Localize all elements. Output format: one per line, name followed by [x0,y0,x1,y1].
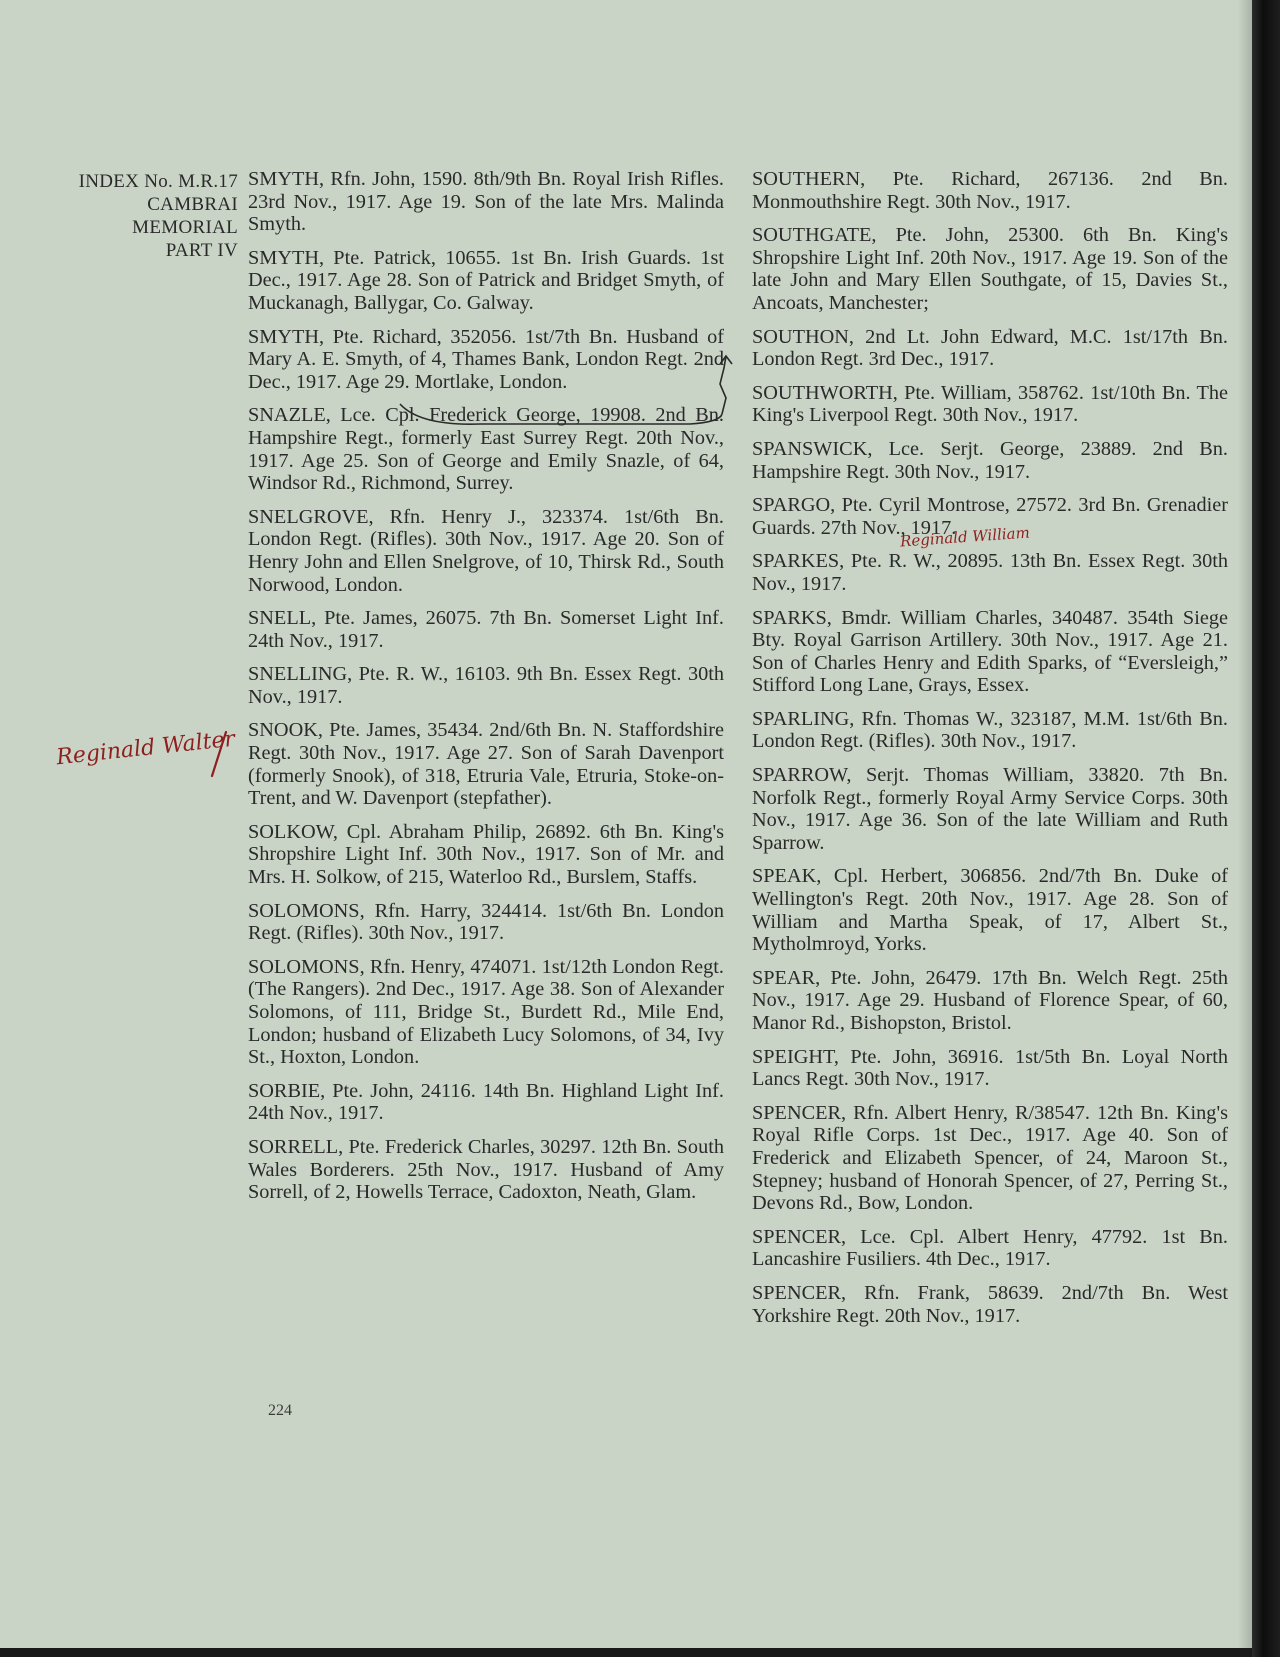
part-label: PART IV [165,240,238,261]
register-entry: SNOOK, Pte. James, 35434. 2nd/6th Bn. N. Staffordshire Regt. 30th Nov., 1917. Age 27. Son of Sarah Davenport (formerly Snook), of 318, Etruria Vale, Etruria, Stoke-on-Trent, and W. Davenport (stepfather). [248,719,724,810]
register-entry: SORRELL, Pte. Frederick Charles, 30297. 12th Bn. South Wales Borderers. 25th Nov., 1917. Husband of Amy Sorrell, of 2, Howells Terrace, Cadoxton, Neath, Glam. [248,1135,724,1204]
register-entry: SPARROW, Serjt. Thomas William, 33820. 7th Bn. Norfolk Regt., formerly Royal Army Service Corps. 30th Nov., 1917. Age 36. Son of the late William and Ruth Sparrow. [752,764,1228,854]
register-entry: SOLOMONS, Rfn. Henry, 474071. 1st/12th London Regt. (The Rangers). 2nd Dec., 1917. Age 38. Son of Alexander Solomons, of 111, Bridge St., Burdett Rd., Mile End, London; husband of Elizabeth Lucy Solomons, of 34, Ivy St., Hoxton, London. [248,955,724,1069]
register-entry: SNELGROVE, Rfn. Henry J., 323374. 1st/6th Bn. London Regt. (Rifles). 30th Nov., 1917. Age 20. Son of Henry John and Ellen Snelgrove, of 10, Thirsk Rd., South Norwood, London. [248,505,724,596]
register-entry: SMYTH, Pte. Richard, 352056. 1st/7th Bn. Husband of Mary A. E. Smyth, of 4, Thames Bank, London Regt. 2nd Dec., 1917. Age 29. Mortlake, London. [248,325,724,393]
book-spine [1252,0,1280,1657]
register-entry: SPEAK, Cpl. Herbert, 306856. 2nd/7th Bn. Duke of Wellington's Regt. 20th Nov., 1917. Age 28. Son of William and Martha Speak, of 17, Albert St., Mytholmroyd, Yorks. [752,865,1228,956]
handwritten-slash-mark [206,730,230,778]
register-entry: SPENCER, Lce. Cpl. Albert Henry, 47792. 1st Bn. Lancashire Fusiliers. 4th Dec., 1917. [752,1225,1228,1271]
register-entry: SOLKOW, Cpl. Abraham Philip, 26892. 6th Bn. King's Shropshire Light Inf. 30th Nov., 1917. Son of Mr. and Mrs. H. Solkow, of 215, Waterloo Rd., Burslem, Staffs. [248,820,724,889]
register-entry: SPENCER, Rfn. Albert Henry, R/38547. 12th Bn. King's Royal Rifle Corps. 1st Dec., 1917. Age 40. Son of Frederick and Elizabeth Spencer, of 24, Maroon St., Stepney; husband of Honorah Spencer, of 27, Perring St., Devons Rd., Bow, London. [752,1101,1228,1215]
register-entry: SPARKS, Bmdr. William Charles, 340487. 354th Siege Bty. Royal Garrison Artillery. 30th Nov., 1917. Age 21. Son of Charles Henry and Edith Sparks, of “Eversleigh,” Stifford Long Lane, Grays, Essex. [752,606,1228,697]
register-entry: SNELLING, Pte. R. W., 16103. 9th Bn. Essex Regt. 30th Nov., 1917. [248,663,724,708]
register-entry: SPEIGHT, Pte. John, 36916. 1st/5th Bn. Loyal North Lancs Regt. 30th Nov., 1917. [752,1045,1228,1091]
register-entry: SOUTHON, 2nd Lt. John Edward, M.C. 1st/17th Bn. London Regt. 3rd Dec., 1917. [752,325,1228,371]
register-entry: SPARGO, Pte. Cyril Montrose, 27572. 3rd Bn. Grenadier Guards. 27th Nov., 1917. [752,494,1228,539]
memorial-name: CAMBRAI [147,194,238,215]
register-entry: SOUTHGATE, Pte. John, 25300. 6th Bn. King's Shropshire Light Inf. 20th Nov., 1917. Age 19. Son of the late John and Mary Ellen Southgate, of 15, Davies St., Ancoats, Manchester; [752,224,1228,314]
handwritten-annotation-sparkes: Reginald William [899,523,1031,551]
register-entry: SORBIE, Pte. John, 24116. 14th Bn. Highland Light Inf. 24th Nov., 1917. [248,1079,724,1125]
register-entry: SPARKES, Pte. R. W., 20895. 13th Bn. Essex Regt. 30th Nov., 1917. [752,550,1228,595]
register-entry: SOLOMONS, Rfn. Harry, 324414. 1st/6th Bn. London Regt. (Rifles). 30th Nov., 1917. [248,899,724,945]
page-number: 224 [268,1402,292,1419]
register-entry: SOUTHERN, Pte. Richard, 267136. 2nd Bn. Monmouthshire Regt. 30th Nov., 1917. [752,168,1228,213]
register-entry: SNAZLE, Lce. Cpl. Frederick George, 19908. 2nd Bn. Hampshire Regt., formerly East Surrey Regt. 20th Nov., 1917. Age 25. Son of George and Emily Snazle, of 64, Windsor Rd., Richmond, Surrey. [248,404,724,495]
right-column [752,168,1228,1338]
register-entry: SPARLING, Rfn. Thomas W., 323187, M.M. 1st/6th Bn. London Regt. (Rifles). 30th Nov., 1917. [752,707,1228,753]
register-entry: SMYTH, Rfn. John, 1590. 8th/9th Bn. Royal Irish Rifles. 23rd Nov., 1917. Age 19. Son of the late Mrs. Malinda Smyth. [248,168,724,236]
register-entry: SPANSWICK, Lce. Serjt. George, 23889. 2nd Bn. Hampshire Regt. 30th Nov., 1917. [752,437,1228,483]
register-entry: SPENCER, Rfn. Frank, 58639. 2nd/7th Bn. West Yorkshire Regt. 20th Nov., 1917. [752,1281,1228,1327]
left-column [248,168,724,1215]
register-entry: SNELL, Pte. James, 26075. 7th Bn. Somerset Light Inf. 24th Nov., 1917. [248,607,724,652]
register-entry: SPEAR, Pte. John, 26479. 17th Bn. Welch Regt. 25th Nov., 1917. Age 29. Husband of Florence Spear, of 60, Manor Rd., Bishopston, Bristol. [752,966,1228,1034]
handwritten-annotation-left: Reginald Walter [55,726,237,771]
memorial-label: MEMORIAL [132,217,238,238]
handwritten-bracket-mark [390,354,740,436]
register-entry: SMYTH, Pte. Patrick, 10655. 1st Bn. Irish Guards. 1st Dec., 1917. Age 28. Son of Patrick and Bridget Smyth, of Muckanagh, Ballygar, Co. Galway. [248,246,724,314]
index-number: INDEX No. M.R.17 [78,171,238,192]
index-reference-block [40,170,238,262]
page-edge-shadow [1238,0,1252,1648]
register-entry: SOUTHWORTH, Pte. William, 358762. 1st/10th Bn. The King's Liverpool Regt. 30th Nov., 1917. [752,381,1228,427]
